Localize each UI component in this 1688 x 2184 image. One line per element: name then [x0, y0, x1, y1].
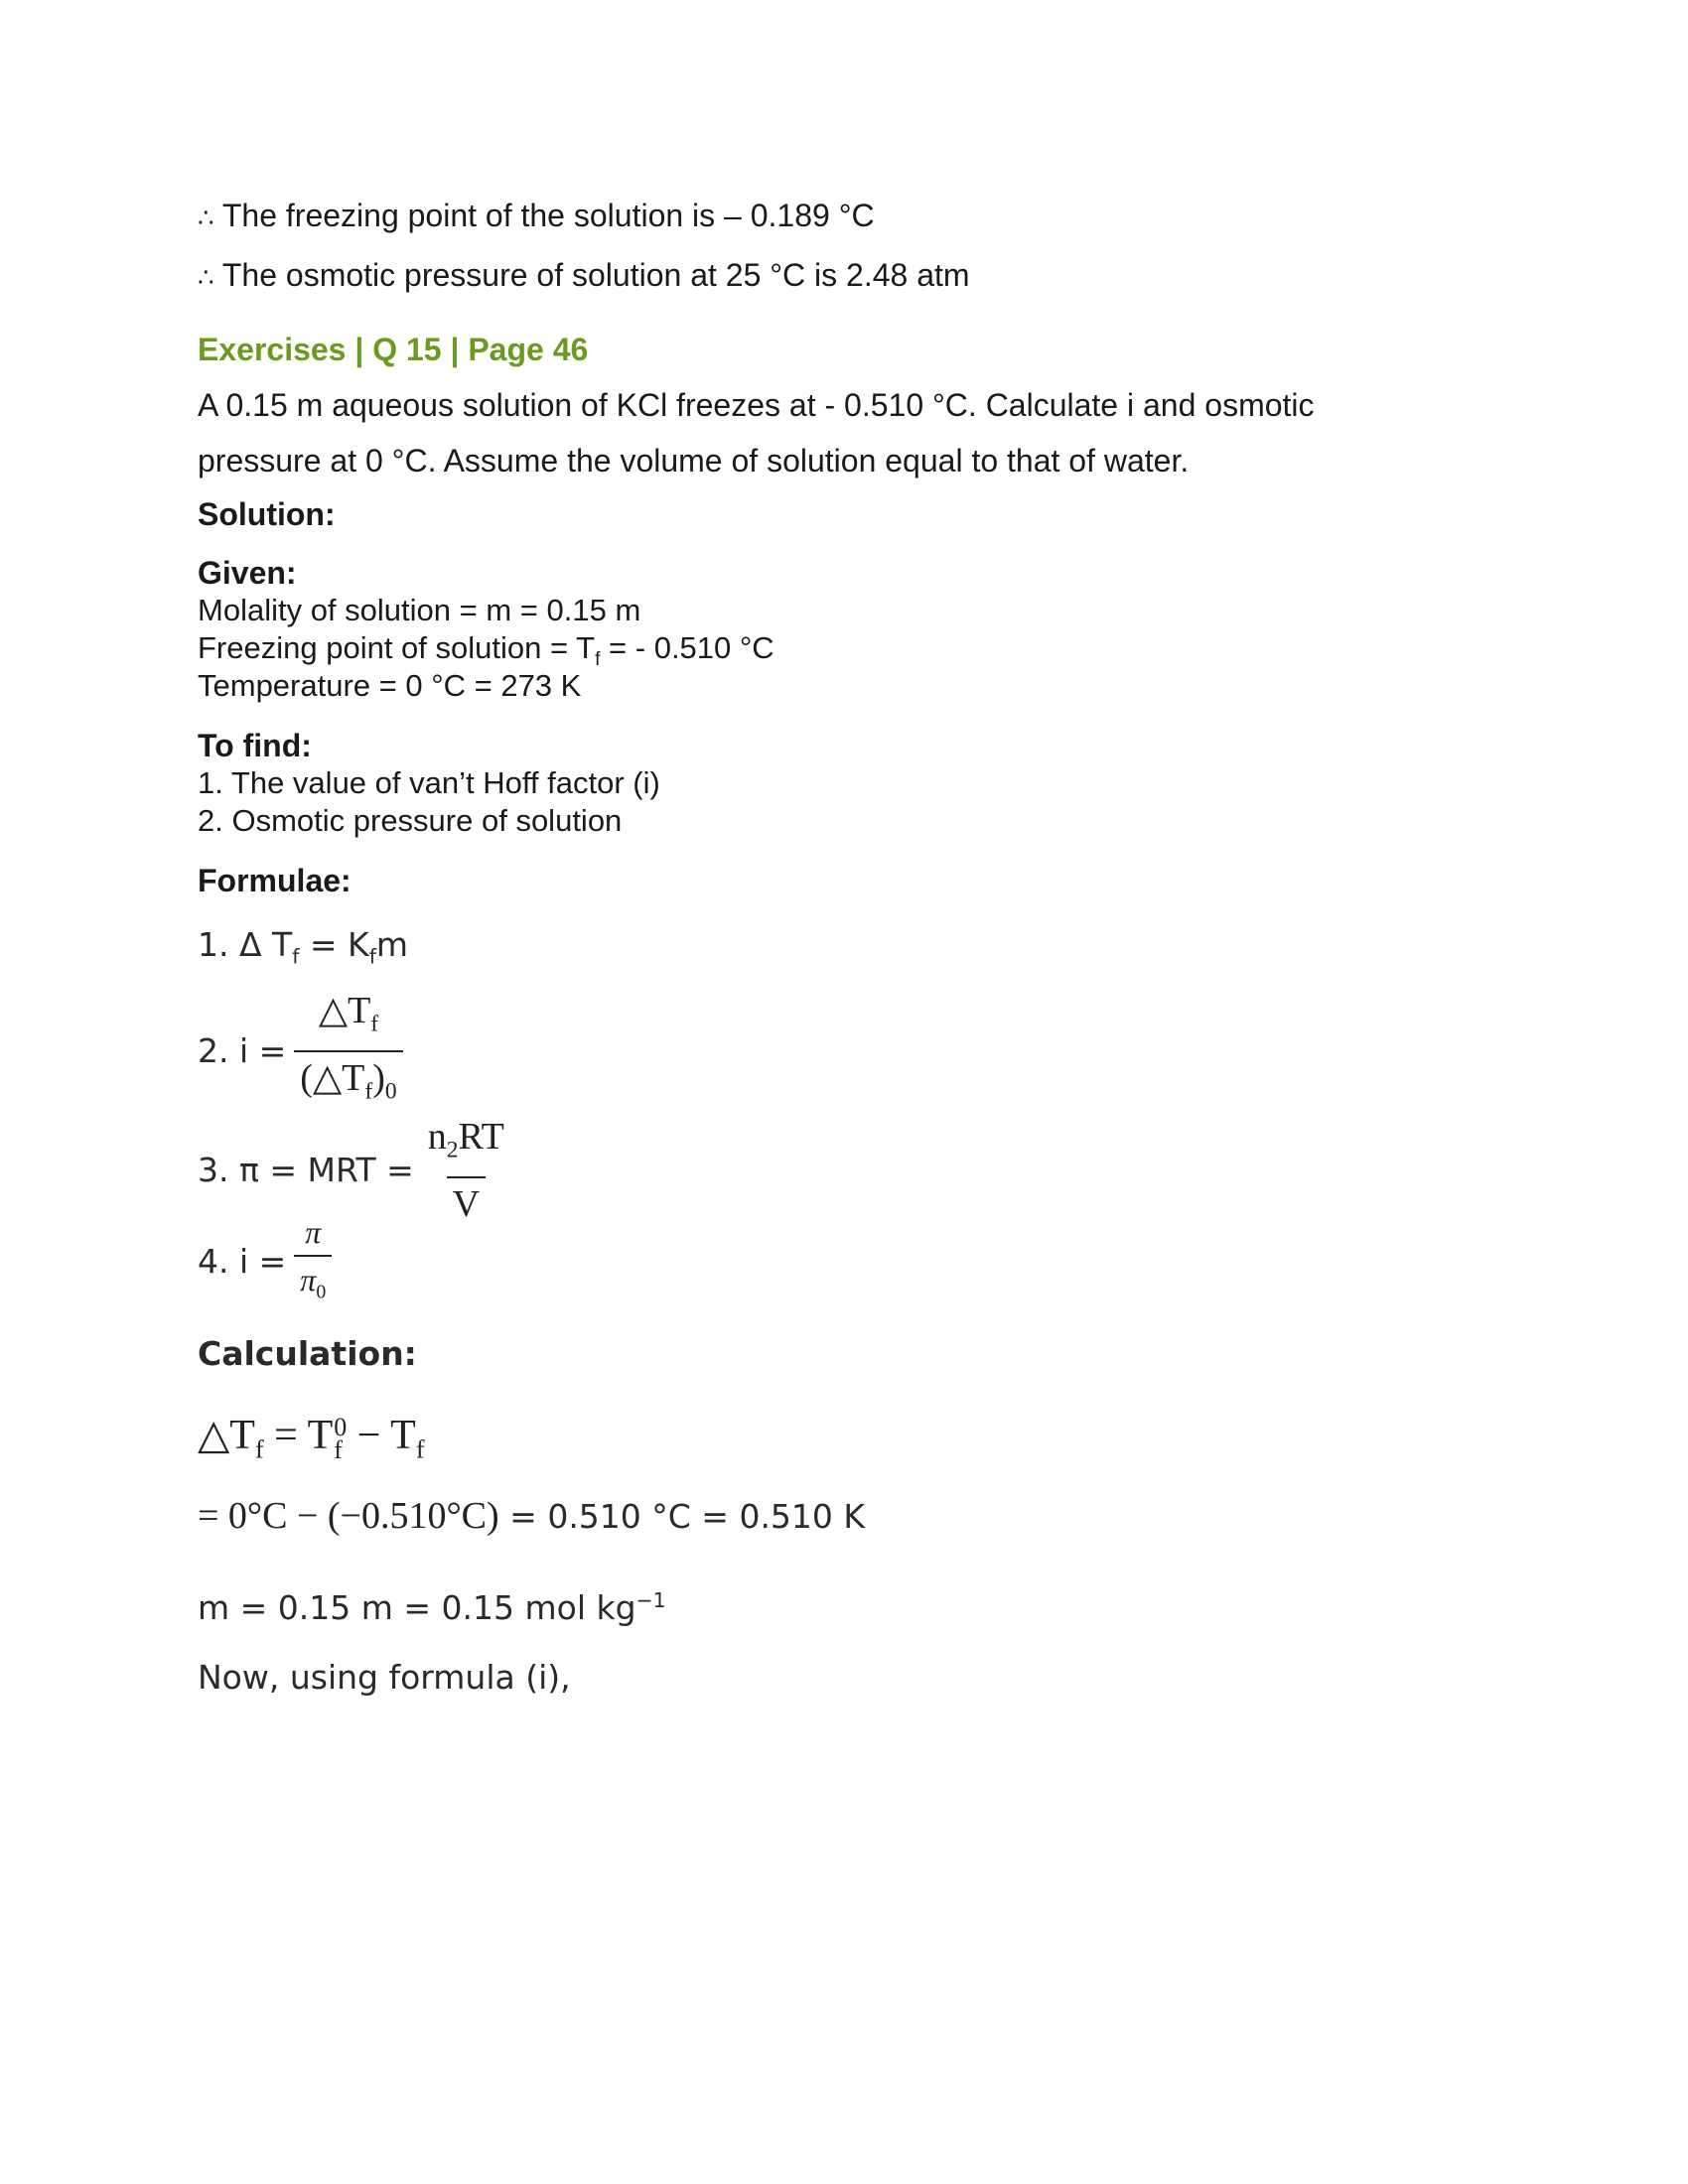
formula-text: 1. Δ T [198, 925, 293, 964]
formula-text: 3. π = MRT = [198, 1151, 414, 1189]
formula-text: n [427, 1116, 447, 1159]
exercise-heading: Exercises | Q 15 | Page 46 [198, 332, 589, 367]
formula-1 [198, 925, 408, 977]
formula-text: (△T [300, 1057, 365, 1099]
subscript: 2 [446, 1137, 459, 1163]
subscript: 0 [316, 1281, 327, 1303]
calculation-eq-2 [198, 1491, 865, 1542]
formula-text: 2. i = [198, 1031, 287, 1070]
formula-text: π [300, 1261, 317, 1297]
conclusion-osmotic-pressure [198, 255, 970, 297]
conclusion-freezing-point [198, 196, 875, 237]
formula-text: △T [198, 1413, 255, 1458]
subscript: f [368, 944, 376, 969]
question-line-1: A 0.15 m aqueous solution of KCl freezes at - 0.510 °C. Calculate i and osmotic [198, 387, 1315, 423]
subscript: f [364, 1078, 373, 1105]
fraction [422, 1115, 510, 1226]
calculation-eq-1 [198, 1408, 425, 1477]
calculation-label: Calculation: [198, 1334, 417, 1373]
denominator: V [447, 1176, 486, 1226]
subscript: f [415, 1434, 425, 1464]
question-line-2: pressure at 0 °C. Assume the volume of solution equal to that of water. [198, 443, 1190, 478]
formula-text: = 0°C − (−0.510°C) [198, 1495, 499, 1537]
formula-text: ) [372, 1057, 385, 1099]
subscript: f [292, 944, 300, 969]
superscript: −1 [635, 1588, 666, 1612]
denominator [294, 1255, 332, 1310]
formula-3 [198, 1116, 510, 1225]
formula-text: m = 0.15 m = 0.15 mol kg [198, 1588, 636, 1627]
solution-label: Solution: [198, 496, 336, 532]
subscript: 0 [384, 1078, 397, 1105]
to-find-label: To find: [198, 728, 312, 763]
subscript: f [370, 1012, 379, 1037]
numerator [422, 1115, 510, 1176]
to-find-item-1: 1. The value of van’t Hoff factor (i) [198, 765, 660, 800]
calculation-eq-4: Now, using formula (i), [198, 1658, 571, 1697]
therefore-symbol: ∴ [198, 203, 214, 232]
formula-text: △T [318, 990, 371, 1032]
numerator: π [305, 1213, 322, 1250]
formula-2 [198, 990, 403, 1106]
sup-sub-stack [334, 1412, 348, 1465]
fraction [294, 989, 402, 1113]
denominator [294, 1050, 402, 1114]
formula-text: 4. i = [198, 1242, 287, 1281]
conclusion-text: The freezing point of the solution is – 0.189 °C [221, 198, 875, 233]
given-fp-value: = - 0.510 °C [600, 630, 774, 665]
subscript: f [254, 1434, 264, 1464]
conclusion-text: The osmotic pressure of solution at 25 °C is 2.48 atm [221, 257, 970, 293]
formula-text: = 0.510 °C = 0.510 K [498, 1497, 866, 1536]
formula-text: RT [458, 1116, 504, 1159]
calculation-eq-3 [198, 1580, 666, 1628]
given-label: Given: [198, 555, 297, 591]
fraction [294, 1213, 332, 1310]
formula-text: m [375, 925, 409, 964]
formulae-label: Formulae: [198, 863, 352, 898]
given-fp-text: Freezing point of solution = T [198, 630, 596, 665]
formula-text: = T [263, 1413, 334, 1458]
to-find-item-2: 2. Osmotic pressure of solution [198, 803, 623, 838]
given-molality: Molality of solution = m = 0.15 m [198, 593, 641, 627]
subscript: f [334, 1435, 343, 1465]
formula-text: − T [347, 1413, 416, 1458]
subscript: f [595, 649, 601, 671]
therefore-symbol: ∴ [198, 262, 214, 292]
formula-4 [198, 1213, 332, 1306]
superscript: 0 [334, 1412, 348, 1441]
numerator [313, 989, 384, 1050]
formula-text: = K [299, 925, 369, 964]
given-temperature: Temperature = 0 °C = 273 K [198, 668, 582, 703]
